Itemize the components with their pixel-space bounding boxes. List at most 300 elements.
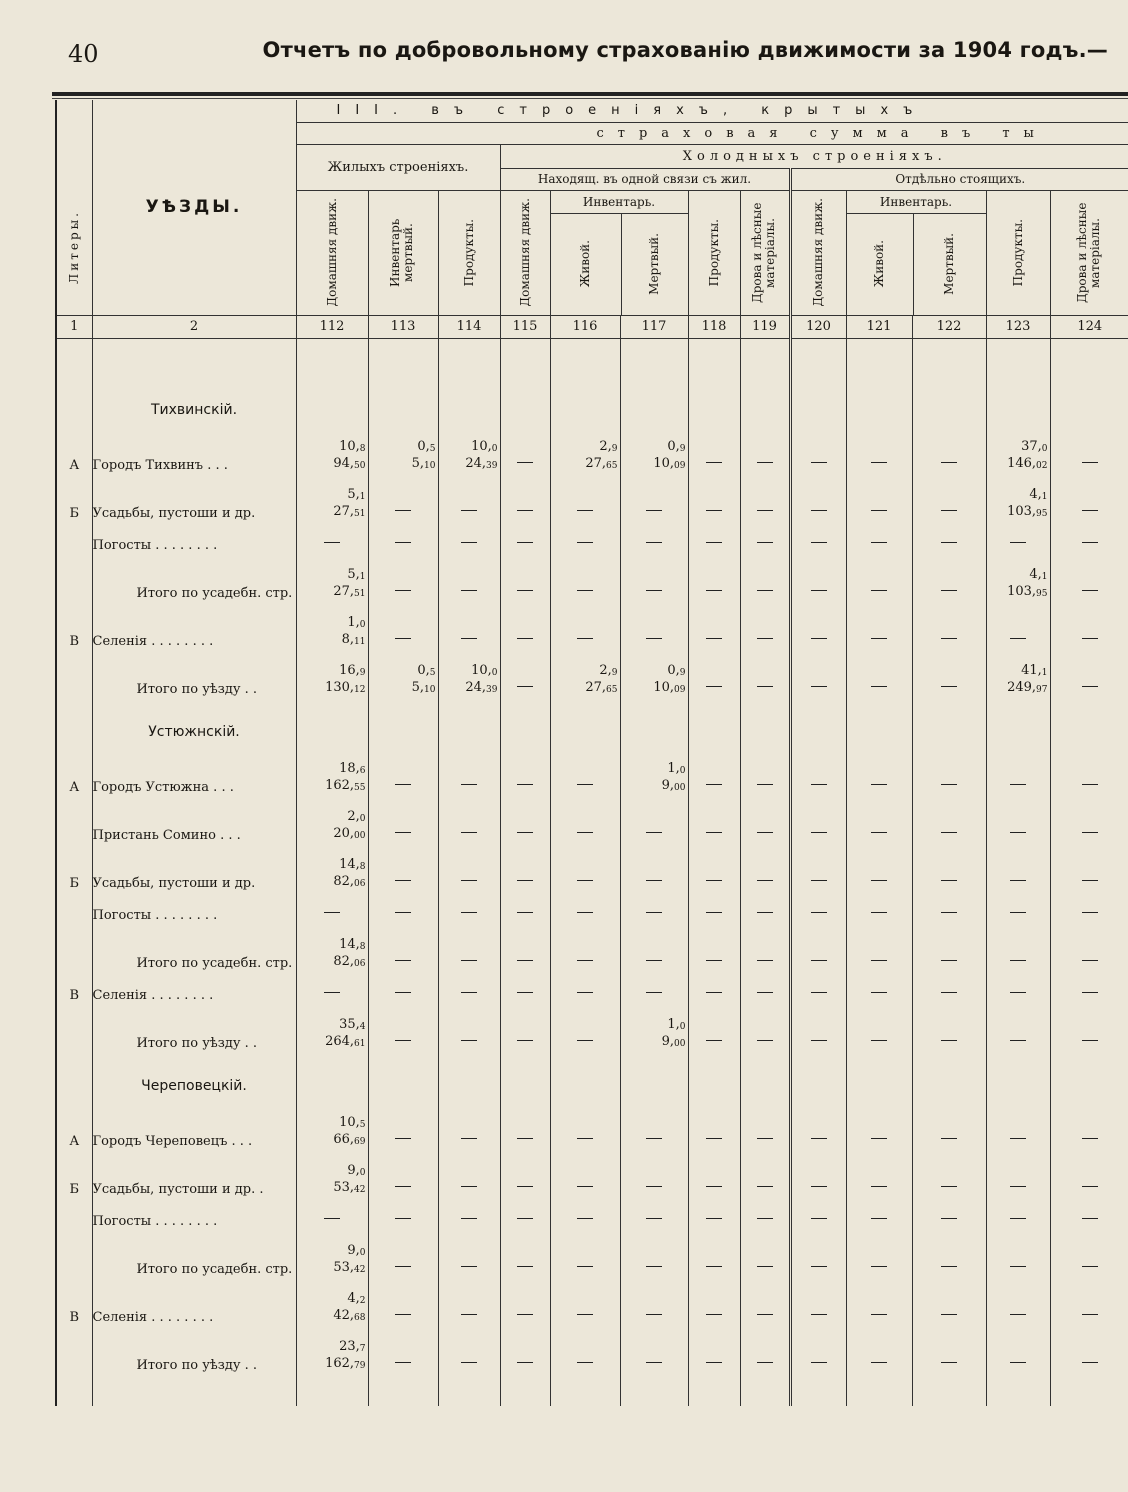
value-top: $2,_0$ bbox=[347, 809, 366, 824]
dash-mark bbox=[1082, 510, 1098, 511]
literal-cell bbox=[56, 1328, 92, 1376]
literal-cell: А bbox=[56, 1104, 92, 1152]
dash-mark bbox=[395, 1266, 411, 1267]
literal-cell: В bbox=[56, 604, 92, 652]
empty-cell bbox=[688, 338, 740, 428]
dash-cell bbox=[550, 604, 620, 652]
dash-mark bbox=[517, 832, 533, 833]
dash-cell bbox=[790, 974, 846, 1006]
empty-cell bbox=[986, 338, 1050, 428]
dash-cell bbox=[688, 894, 740, 926]
dash-mark bbox=[871, 784, 887, 785]
dash-cell bbox=[500, 750, 550, 798]
col-drova2 bbox=[1050, 190, 1128, 315]
col-prod3-label: Продукты. bbox=[1010, 218, 1025, 287]
page-title: Отчетъ по добровольному страхованію движимости за 1904 годъ.— bbox=[262, 38, 1108, 62]
column-number: 118 bbox=[688, 315, 740, 338]
litery-label: Литеры. bbox=[66, 210, 81, 285]
value-cell bbox=[296, 1152, 368, 1200]
literal-cell: А bbox=[56, 428, 92, 476]
dash-mark bbox=[577, 1138, 593, 1139]
literal-cell bbox=[56, 338, 92, 428]
uezdy-label: УѢЗДЫ. bbox=[145, 197, 243, 218]
dash-cell bbox=[620, 556, 688, 604]
col-drova-label: Дрова и лѣсные матеріалы. bbox=[749, 202, 777, 303]
dash-cell bbox=[740, 1104, 790, 1152]
dash-mark bbox=[871, 1266, 887, 1267]
dash-cell bbox=[912, 1104, 986, 1152]
empty-cell bbox=[296, 1376, 368, 1406]
dash-cell bbox=[846, 604, 912, 652]
dash-cell bbox=[500, 1200, 550, 1232]
value-top: $10,_5$ bbox=[339, 1115, 366, 1130]
dash-cell bbox=[912, 894, 986, 926]
dash-mark bbox=[1082, 1186, 1098, 1187]
row-label: Городъ Тихвинъ . . . bbox=[92, 428, 296, 476]
value-top: $10,_0$ bbox=[471, 663, 498, 678]
dash-cell bbox=[368, 1104, 438, 1152]
dash-mark bbox=[395, 510, 411, 511]
dash-mark bbox=[461, 510, 477, 511]
empty-cell bbox=[790, 1054, 846, 1104]
dash-mark bbox=[811, 1314, 827, 1315]
dash-mark bbox=[324, 992, 340, 993]
dash-cell bbox=[846, 1280, 912, 1328]
dash-cell bbox=[550, 974, 620, 1006]
empty-cell bbox=[790, 338, 846, 428]
value-cell bbox=[296, 1280, 368, 1328]
table-row bbox=[56, 1152, 1128, 1200]
dash-mark bbox=[395, 1186, 411, 1187]
dash-mark bbox=[757, 686, 773, 687]
dash-mark bbox=[395, 960, 411, 961]
value-bottom: $24,_{39}$ bbox=[465, 680, 498, 695]
empty-cell bbox=[296, 338, 368, 428]
col-drova2-label: Дрова и лѣсные матеріалы. bbox=[1074, 202, 1102, 303]
value-top: $5,_1$ bbox=[347, 567, 366, 582]
dash-cell bbox=[550, 476, 620, 524]
literal-cell bbox=[56, 798, 92, 846]
zhilykh-heading: Жилыхъ строеніяхъ. bbox=[296, 144, 500, 190]
dash-cell bbox=[1050, 556, 1128, 604]
literal-cell bbox=[56, 524, 92, 556]
dash-cell bbox=[368, 604, 438, 652]
dash-cell bbox=[912, 974, 986, 1006]
dash-mark bbox=[1010, 1362, 1026, 1363]
dash-mark bbox=[646, 1138, 662, 1139]
dash-cell bbox=[740, 652, 790, 700]
dash-mark bbox=[871, 590, 887, 591]
dash-cell bbox=[986, 1328, 1050, 1376]
value-top: $41,_1$ bbox=[1021, 663, 1048, 678]
row-label: Погосты . . . . . . . . bbox=[92, 524, 296, 556]
value-bottom: $82,_{06}$ bbox=[333, 874, 366, 889]
dash-mark bbox=[646, 638, 662, 639]
dash-cell bbox=[620, 1152, 688, 1200]
dash-cell bbox=[846, 1152, 912, 1200]
dash-mark bbox=[811, 1186, 827, 1187]
empty-cell bbox=[296, 700, 368, 750]
dash-cell bbox=[790, 894, 846, 926]
dash-mark bbox=[517, 462, 533, 463]
dash-cell bbox=[740, 894, 790, 926]
dash-mark bbox=[577, 992, 593, 993]
dash-mark bbox=[941, 510, 957, 511]
dash-cell bbox=[846, 476, 912, 524]
dash-mark bbox=[461, 912, 477, 913]
dash-cell bbox=[500, 1232, 550, 1280]
dash-mark bbox=[811, 1362, 827, 1363]
dash-mark bbox=[871, 1314, 887, 1315]
dash-cell bbox=[438, 798, 500, 846]
dash-cell bbox=[620, 798, 688, 846]
district-name: Тихвинскій. bbox=[92, 338, 296, 428]
dash-mark bbox=[646, 912, 662, 913]
value-cell bbox=[296, 846, 368, 894]
dash-mark bbox=[517, 1040, 533, 1041]
dash-mark bbox=[461, 1138, 477, 1139]
value-top: $0,_9$ bbox=[667, 439, 686, 454]
dash-mark bbox=[1082, 992, 1098, 993]
value-cell bbox=[296, 556, 368, 604]
dash-mark bbox=[517, 542, 533, 543]
dash-cell bbox=[550, 798, 620, 846]
dash-mark bbox=[706, 832, 722, 833]
value-bottom: $130,_{12}$ bbox=[325, 680, 366, 695]
district-name: Устюжнскій. bbox=[92, 700, 296, 750]
dash-mark bbox=[1082, 638, 1098, 639]
dash-cell bbox=[1050, 750, 1128, 798]
value-top: $9,_0$ bbox=[347, 1243, 366, 1258]
dash-mark bbox=[757, 784, 773, 785]
dash-mark bbox=[757, 832, 773, 833]
dash-cell bbox=[438, 926, 500, 974]
dash-mark bbox=[646, 880, 662, 881]
dash-mark bbox=[577, 1040, 593, 1041]
dash-cell bbox=[368, 798, 438, 846]
value-bottom: $10,_{09}$ bbox=[653, 680, 686, 695]
row-label: Погосты . . . . . . . . bbox=[92, 1200, 296, 1232]
dash-mark bbox=[871, 1362, 887, 1363]
dash-cell bbox=[688, 798, 740, 846]
dash-mark bbox=[577, 960, 593, 961]
dash-mark bbox=[757, 1040, 773, 1041]
value-bottom: $24,_{39}$ bbox=[465, 456, 498, 471]
empty-cell bbox=[688, 1376, 740, 1406]
dash-mark bbox=[646, 1362, 662, 1363]
dash-cell bbox=[1050, 1152, 1128, 1200]
empty-cell bbox=[846, 1376, 912, 1406]
dash-mark bbox=[577, 590, 593, 591]
dash-mark bbox=[811, 960, 827, 961]
dash-mark bbox=[1082, 542, 1098, 543]
value-cell bbox=[296, 1104, 368, 1152]
dash-mark bbox=[941, 832, 957, 833]
dash-mark bbox=[706, 1218, 722, 1219]
row-label: Усадьбы, пустоши и др. bbox=[92, 476, 296, 524]
dash-mark bbox=[706, 912, 722, 913]
dash-mark bbox=[517, 590, 533, 591]
dash-cell bbox=[500, 1104, 550, 1152]
empty-cell bbox=[740, 1054, 790, 1104]
column-number-row bbox=[56, 315, 1128, 338]
value-cell bbox=[620, 652, 688, 700]
dash-mark bbox=[706, 1138, 722, 1139]
dash-cell bbox=[620, 1200, 688, 1232]
dash-mark bbox=[461, 832, 477, 833]
column-number: 117 bbox=[620, 315, 688, 338]
value-cell bbox=[550, 652, 620, 700]
dash-mark bbox=[1082, 686, 1098, 687]
dash-cell bbox=[1050, 476, 1128, 524]
dash-mark bbox=[706, 992, 722, 993]
value-top: $2,_9$ bbox=[599, 439, 618, 454]
dash-mark bbox=[324, 912, 340, 913]
col-dom-label: Домашняя движ. bbox=[324, 198, 339, 307]
dash-cell bbox=[550, 556, 620, 604]
dash-cell bbox=[438, 604, 500, 652]
col-mert2-label: Мертвый. bbox=[942, 233, 956, 295]
dash-cell bbox=[846, 1104, 912, 1152]
empty-cell bbox=[438, 1376, 500, 1406]
empty-cell bbox=[912, 338, 986, 428]
section-row bbox=[56, 338, 1128, 428]
value-top: $4,_1$ bbox=[1029, 567, 1048, 582]
dash-cell bbox=[986, 798, 1050, 846]
dash-mark bbox=[757, 510, 773, 511]
dash-mark bbox=[461, 1314, 477, 1315]
dash-cell bbox=[986, 1104, 1050, 1152]
dash-cell bbox=[438, 1006, 500, 1054]
value-cell bbox=[296, 428, 368, 476]
literal-cell: В bbox=[56, 974, 92, 1006]
empty-cell bbox=[500, 1054, 550, 1104]
dash-mark bbox=[1082, 1138, 1098, 1139]
empty-cell bbox=[296, 1054, 368, 1104]
dash-mark bbox=[1010, 1314, 1026, 1315]
dash-cell bbox=[550, 1006, 620, 1054]
value-cell bbox=[296, 652, 368, 700]
value-cell bbox=[296, 1232, 368, 1280]
literal-cell bbox=[56, 1232, 92, 1280]
dash-cell bbox=[912, 524, 986, 556]
value-bottom: $53,_{42}$ bbox=[333, 1180, 366, 1195]
dash-cell bbox=[740, 476, 790, 524]
dash-cell bbox=[500, 894, 550, 926]
table-row bbox=[56, 1006, 1128, 1054]
dash-cell bbox=[500, 846, 550, 894]
empty-cell bbox=[688, 700, 740, 750]
dash-mark bbox=[517, 1362, 533, 1363]
dash-cell bbox=[296, 894, 368, 926]
empty-cell bbox=[438, 338, 500, 428]
empty-cell bbox=[500, 700, 550, 750]
dash-mark bbox=[517, 880, 533, 881]
dash-mark bbox=[811, 510, 827, 511]
empty-cell bbox=[500, 1376, 550, 1406]
dash-mark bbox=[941, 912, 957, 913]
dash-mark bbox=[1082, 1040, 1098, 1041]
dash-cell bbox=[740, 1152, 790, 1200]
col-dom3-label: Домашняя движ. bbox=[811, 198, 825, 307]
dash-cell bbox=[500, 476, 550, 524]
col-prod2 bbox=[688, 190, 740, 315]
table-row bbox=[56, 1200, 1128, 1232]
dash-cell bbox=[368, 926, 438, 974]
dash-cell bbox=[368, 1006, 438, 1054]
dash-cell bbox=[620, 846, 688, 894]
dash-cell bbox=[846, 556, 912, 604]
table-row bbox=[56, 556, 1128, 604]
dash-mark bbox=[941, 1314, 957, 1315]
value-bottom: $66,_{69}$ bbox=[333, 1132, 366, 1147]
dash-cell bbox=[790, 524, 846, 556]
dash-mark bbox=[1082, 912, 1098, 913]
dash-cell bbox=[1050, 1328, 1128, 1376]
dash-cell bbox=[688, 1152, 740, 1200]
empty-cell bbox=[688, 1054, 740, 1104]
value-top: $0,_5$ bbox=[417, 663, 436, 678]
value-bottom: $27,_{51}$ bbox=[333, 504, 366, 519]
dash-cell bbox=[1050, 1280, 1128, 1328]
dash-cell bbox=[500, 1006, 550, 1054]
dash-cell bbox=[912, 1328, 986, 1376]
value-cell bbox=[620, 750, 688, 798]
dash-cell bbox=[912, 926, 986, 974]
dash-mark bbox=[757, 960, 773, 961]
dash-cell bbox=[500, 652, 550, 700]
dash-mark bbox=[706, 686, 722, 687]
dash-cell bbox=[620, 894, 688, 926]
page-number: 40 bbox=[68, 40, 99, 68]
value-top: $0,_9$ bbox=[667, 663, 686, 678]
column-number: 120 bbox=[790, 315, 846, 338]
row-label: Городъ Устюжна . . . bbox=[92, 750, 296, 798]
dash-cell bbox=[500, 798, 550, 846]
dash-mark bbox=[1082, 1362, 1098, 1363]
dash-mark bbox=[706, 462, 722, 463]
dash-mark bbox=[577, 832, 593, 833]
dash-cell bbox=[740, 604, 790, 652]
dash-cell bbox=[790, 846, 846, 894]
dash-cell bbox=[1050, 604, 1128, 652]
dash-cell bbox=[620, 1328, 688, 1376]
dash-cell bbox=[500, 604, 550, 652]
col-prod2-label: Продукты. bbox=[706, 218, 721, 287]
empty-cell bbox=[912, 1376, 986, 1406]
dash-mark bbox=[706, 1040, 722, 1041]
dash-mark bbox=[1082, 590, 1098, 591]
dash-mark bbox=[811, 590, 827, 591]
dash-mark bbox=[646, 1314, 662, 1315]
uezdy-header bbox=[92, 100, 296, 315]
dash-cell bbox=[986, 1152, 1050, 1200]
dash-cell bbox=[740, 1232, 790, 1280]
dash-mark bbox=[517, 686, 533, 687]
col-dom2-label: Домашняя движ. bbox=[517, 198, 532, 307]
dash-cell bbox=[438, 750, 500, 798]
table-wrapper bbox=[55, 100, 1128, 1406]
dash-mark bbox=[871, 912, 887, 913]
column-number: 115 bbox=[500, 315, 550, 338]
dash-cell bbox=[986, 926, 1050, 974]
column-number: 124 bbox=[1050, 315, 1128, 338]
value-cell bbox=[296, 1328, 368, 1376]
section-heading: III. въ строеніяхъ, крытыхъ bbox=[296, 100, 1128, 122]
dash-mark bbox=[461, 1040, 477, 1041]
dash-cell bbox=[912, 846, 986, 894]
col-prod3 bbox=[986, 190, 1050, 315]
dash-cell bbox=[740, 556, 790, 604]
dash-cell bbox=[790, 1104, 846, 1152]
dash-mark bbox=[517, 1314, 533, 1315]
dash-mark bbox=[811, 1266, 827, 1267]
value-bottom: $9,_{00}$ bbox=[661, 778, 686, 793]
literal-cell: А bbox=[56, 750, 92, 798]
dash-cell bbox=[438, 524, 500, 556]
column-number: 121 bbox=[846, 315, 912, 338]
dash-cell bbox=[912, 1280, 986, 1328]
dash-mark bbox=[461, 960, 477, 961]
dash-cell bbox=[986, 1232, 1050, 1280]
dash-cell bbox=[500, 1328, 550, 1376]
dash-cell bbox=[912, 1200, 986, 1232]
value-cell bbox=[986, 556, 1050, 604]
litery-header bbox=[56, 100, 92, 315]
value-bottom: $82,_{06}$ bbox=[333, 954, 366, 969]
literal-cell bbox=[56, 1054, 92, 1104]
dash-mark bbox=[811, 992, 827, 993]
dash-cell bbox=[986, 1200, 1050, 1232]
table-row bbox=[56, 750, 1128, 798]
dash-mark bbox=[706, 784, 722, 785]
value-top: $14,_8$ bbox=[339, 857, 366, 872]
dash-cell bbox=[688, 428, 740, 476]
dash-cell bbox=[368, 1328, 438, 1376]
dash-cell bbox=[368, 1232, 438, 1280]
dash-cell bbox=[846, 1232, 912, 1280]
value-top: $10,_8$ bbox=[339, 439, 366, 454]
dash-mark bbox=[941, 1138, 957, 1139]
dash-mark bbox=[646, 510, 662, 511]
dash-cell bbox=[438, 556, 500, 604]
dash-cell bbox=[846, 974, 912, 1006]
column-number: 113 bbox=[368, 315, 438, 338]
dash-mark bbox=[941, 880, 957, 881]
dash-cell bbox=[688, 1006, 740, 1054]
dash-mark bbox=[757, 1138, 773, 1139]
inventar2-label: Инвентарь. bbox=[847, 191, 986, 214]
dash-cell bbox=[986, 1280, 1050, 1328]
dash-mark bbox=[811, 638, 827, 639]
dash-mark bbox=[395, 992, 411, 993]
dash-mark bbox=[577, 784, 593, 785]
dash-mark bbox=[461, 1186, 477, 1187]
dash-cell bbox=[688, 476, 740, 524]
dash-mark bbox=[1082, 1218, 1098, 1219]
value-cell bbox=[296, 750, 368, 798]
dash-mark bbox=[577, 1314, 593, 1315]
dash-mark bbox=[1010, 992, 1026, 993]
dash-mark bbox=[757, 1186, 773, 1187]
inventar-label: Инвентарь. bbox=[551, 191, 688, 214]
dash-mark bbox=[395, 638, 411, 639]
empty-cell bbox=[1050, 1376, 1128, 1406]
dash-mark bbox=[517, 912, 533, 913]
dash-mark bbox=[811, 832, 827, 833]
value-top: $4,_1$ bbox=[1029, 487, 1048, 502]
row-label: Усадьбы, пустоши и др. bbox=[92, 846, 296, 894]
